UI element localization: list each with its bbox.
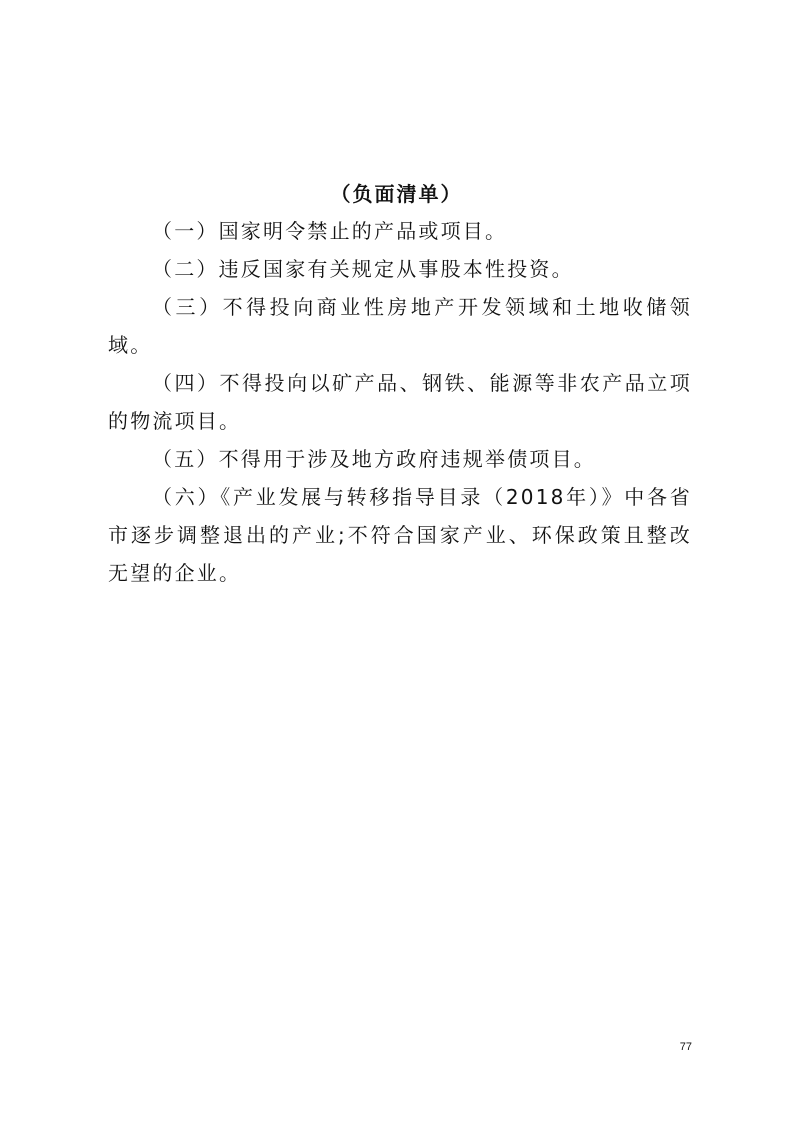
negative-list-body (108, 212, 692, 592)
list-item-3: （三）不得投向商业性房地产开发领域和土地收储领域。 (108, 295, 692, 357)
list-item-6: （六）《产业发展与转移指导目录（2018年）》中各省市逐步调整退出的产业;不符合国家产业、环保政策且整改无望的企业。 (108, 485, 692, 585)
list-item-1: （一）国家明令禁止的产品或项目。 (152, 219, 508, 243)
page-title: （负面清单） (330, 182, 463, 206)
list-item-5: （五）不得用于涉及地方政府违规举债项目。 (152, 447, 596, 471)
list-item-4: （四）不得投向以矿产品、钢铁、能源等非农产品立项的物流项目。 (108, 371, 692, 433)
list-item-2: （二）违反国家有关规定从事股本性投资。 (152, 257, 574, 281)
page-number: 77 (679, 1041, 692, 1053)
